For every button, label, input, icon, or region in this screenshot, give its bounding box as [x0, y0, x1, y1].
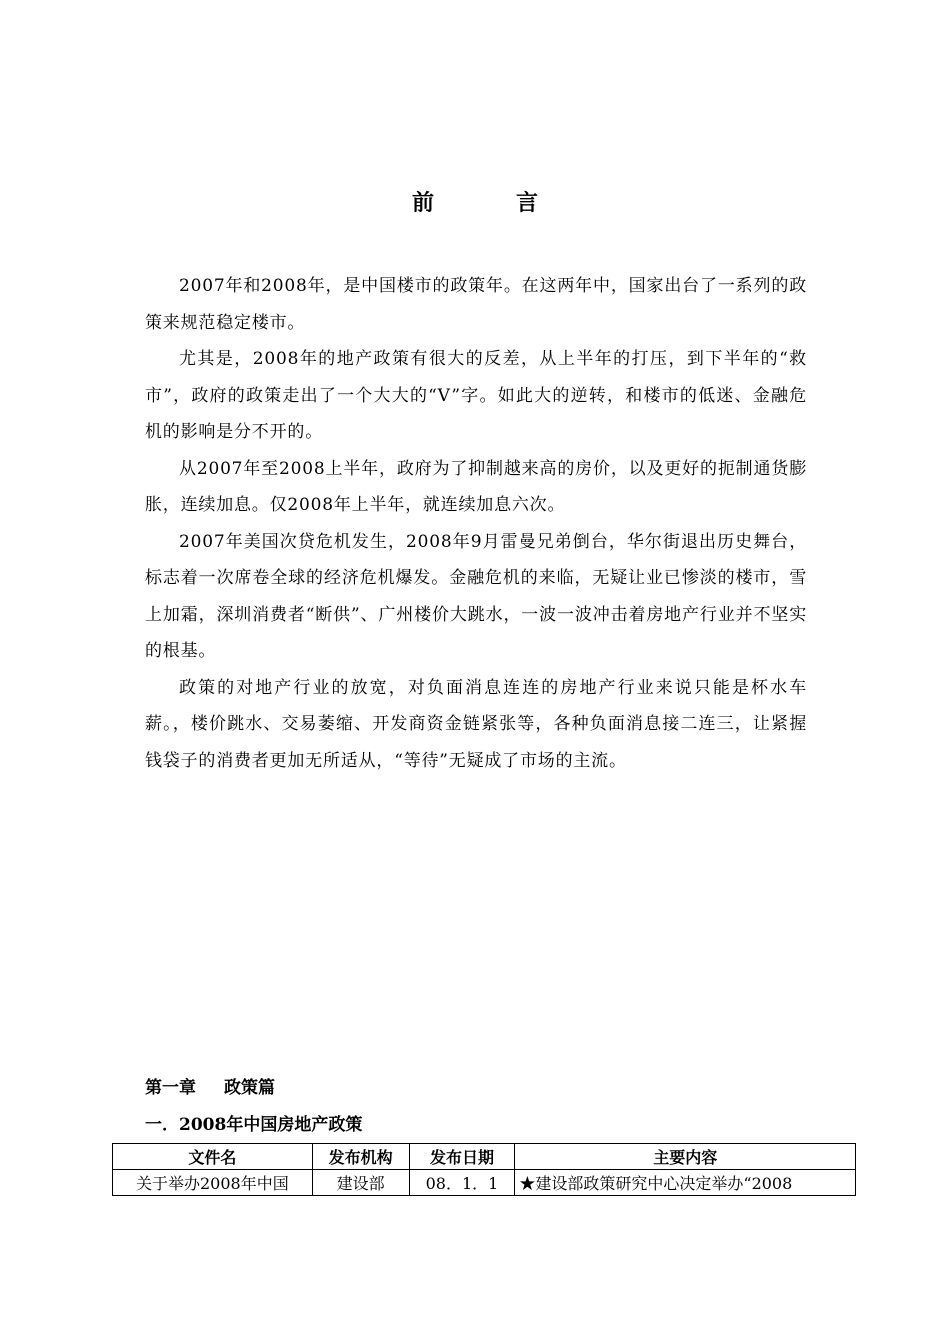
chapter-name: 政策篇	[224, 1078, 275, 1098]
page-title: 前 言	[411, 190, 568, 216]
cell-date: 08．1．1	[409, 1170, 515, 1196]
preface-paragraph: 从2007年至2008上半年，政府为了抑制越来高的房价，以及更好的扼制通货膨胀，连续加息。仅2008年上半年，就连续加息六次。	[145, 458, 807, 515]
policy-table	[112, 1143, 856, 1196]
preface-paragraph: 政策的对地产行业的放宽，对负面消息连连的房地产行业来说只能是杯水车薪。，楼价跳水、交易萎缩、开发商资金链紧张等，各种负面消息接二连三，让紧握钱袋子的消费者更加无所适从，“等待”无疑成了市场的主流。	[145, 677, 807, 771]
table-header-row	[113, 1144, 856, 1170]
cell-file-name: 关于举办2008年中国	[113, 1170, 313, 1196]
cell-content: ★建设部政策研究中心决定举办“2008	[515, 1170, 856, 1196]
preface-body	[145, 268, 807, 779]
table-row	[113, 1170, 856, 1196]
preface-paragraph: 2007年美国次贷危机发生，2008年9月雷曼兄弟倒台，华尔街退出历史舞台，标志着一次席卷全球的经济危机爆发。金融危机的来临，无疑让业已惨淡的楼市，雪上加霜，深圳消费者“断供”、广州楼价大跳水，一波一波冲击着房地产行业并不坚实的根基。	[145, 531, 807, 661]
section-heading: 一．2008年中国房地产政策	[145, 1115, 363, 1135]
header-date: 发布日期	[409, 1144, 515, 1170]
header-content: 主要内容	[515, 1144, 856, 1170]
chapter-heading	[145, 1073, 275, 1098]
chapter-number: 第一章	[145, 1078, 196, 1098]
preface-paragraph: 尤其是，2008年的地产政策有很大的反差，从上半年的打压，到下半年的“救市”，政府的政策走出了一个大大的“V”字。如此大的逆转，和楼市的低迷、金融危机的影响是分不开的。	[145, 349, 807, 442]
cell-issuer: 建设部	[312, 1170, 409, 1196]
preface-paragraph: 2007年和2008年，是中国楼市的政策年。在这两年中，国家出台了一系列的政策来规范稳定楼市。	[145, 276, 807, 333]
header-issuer: 发布机构	[312, 1144, 409, 1170]
header-file-name: 文件名	[113, 1144, 313, 1170]
